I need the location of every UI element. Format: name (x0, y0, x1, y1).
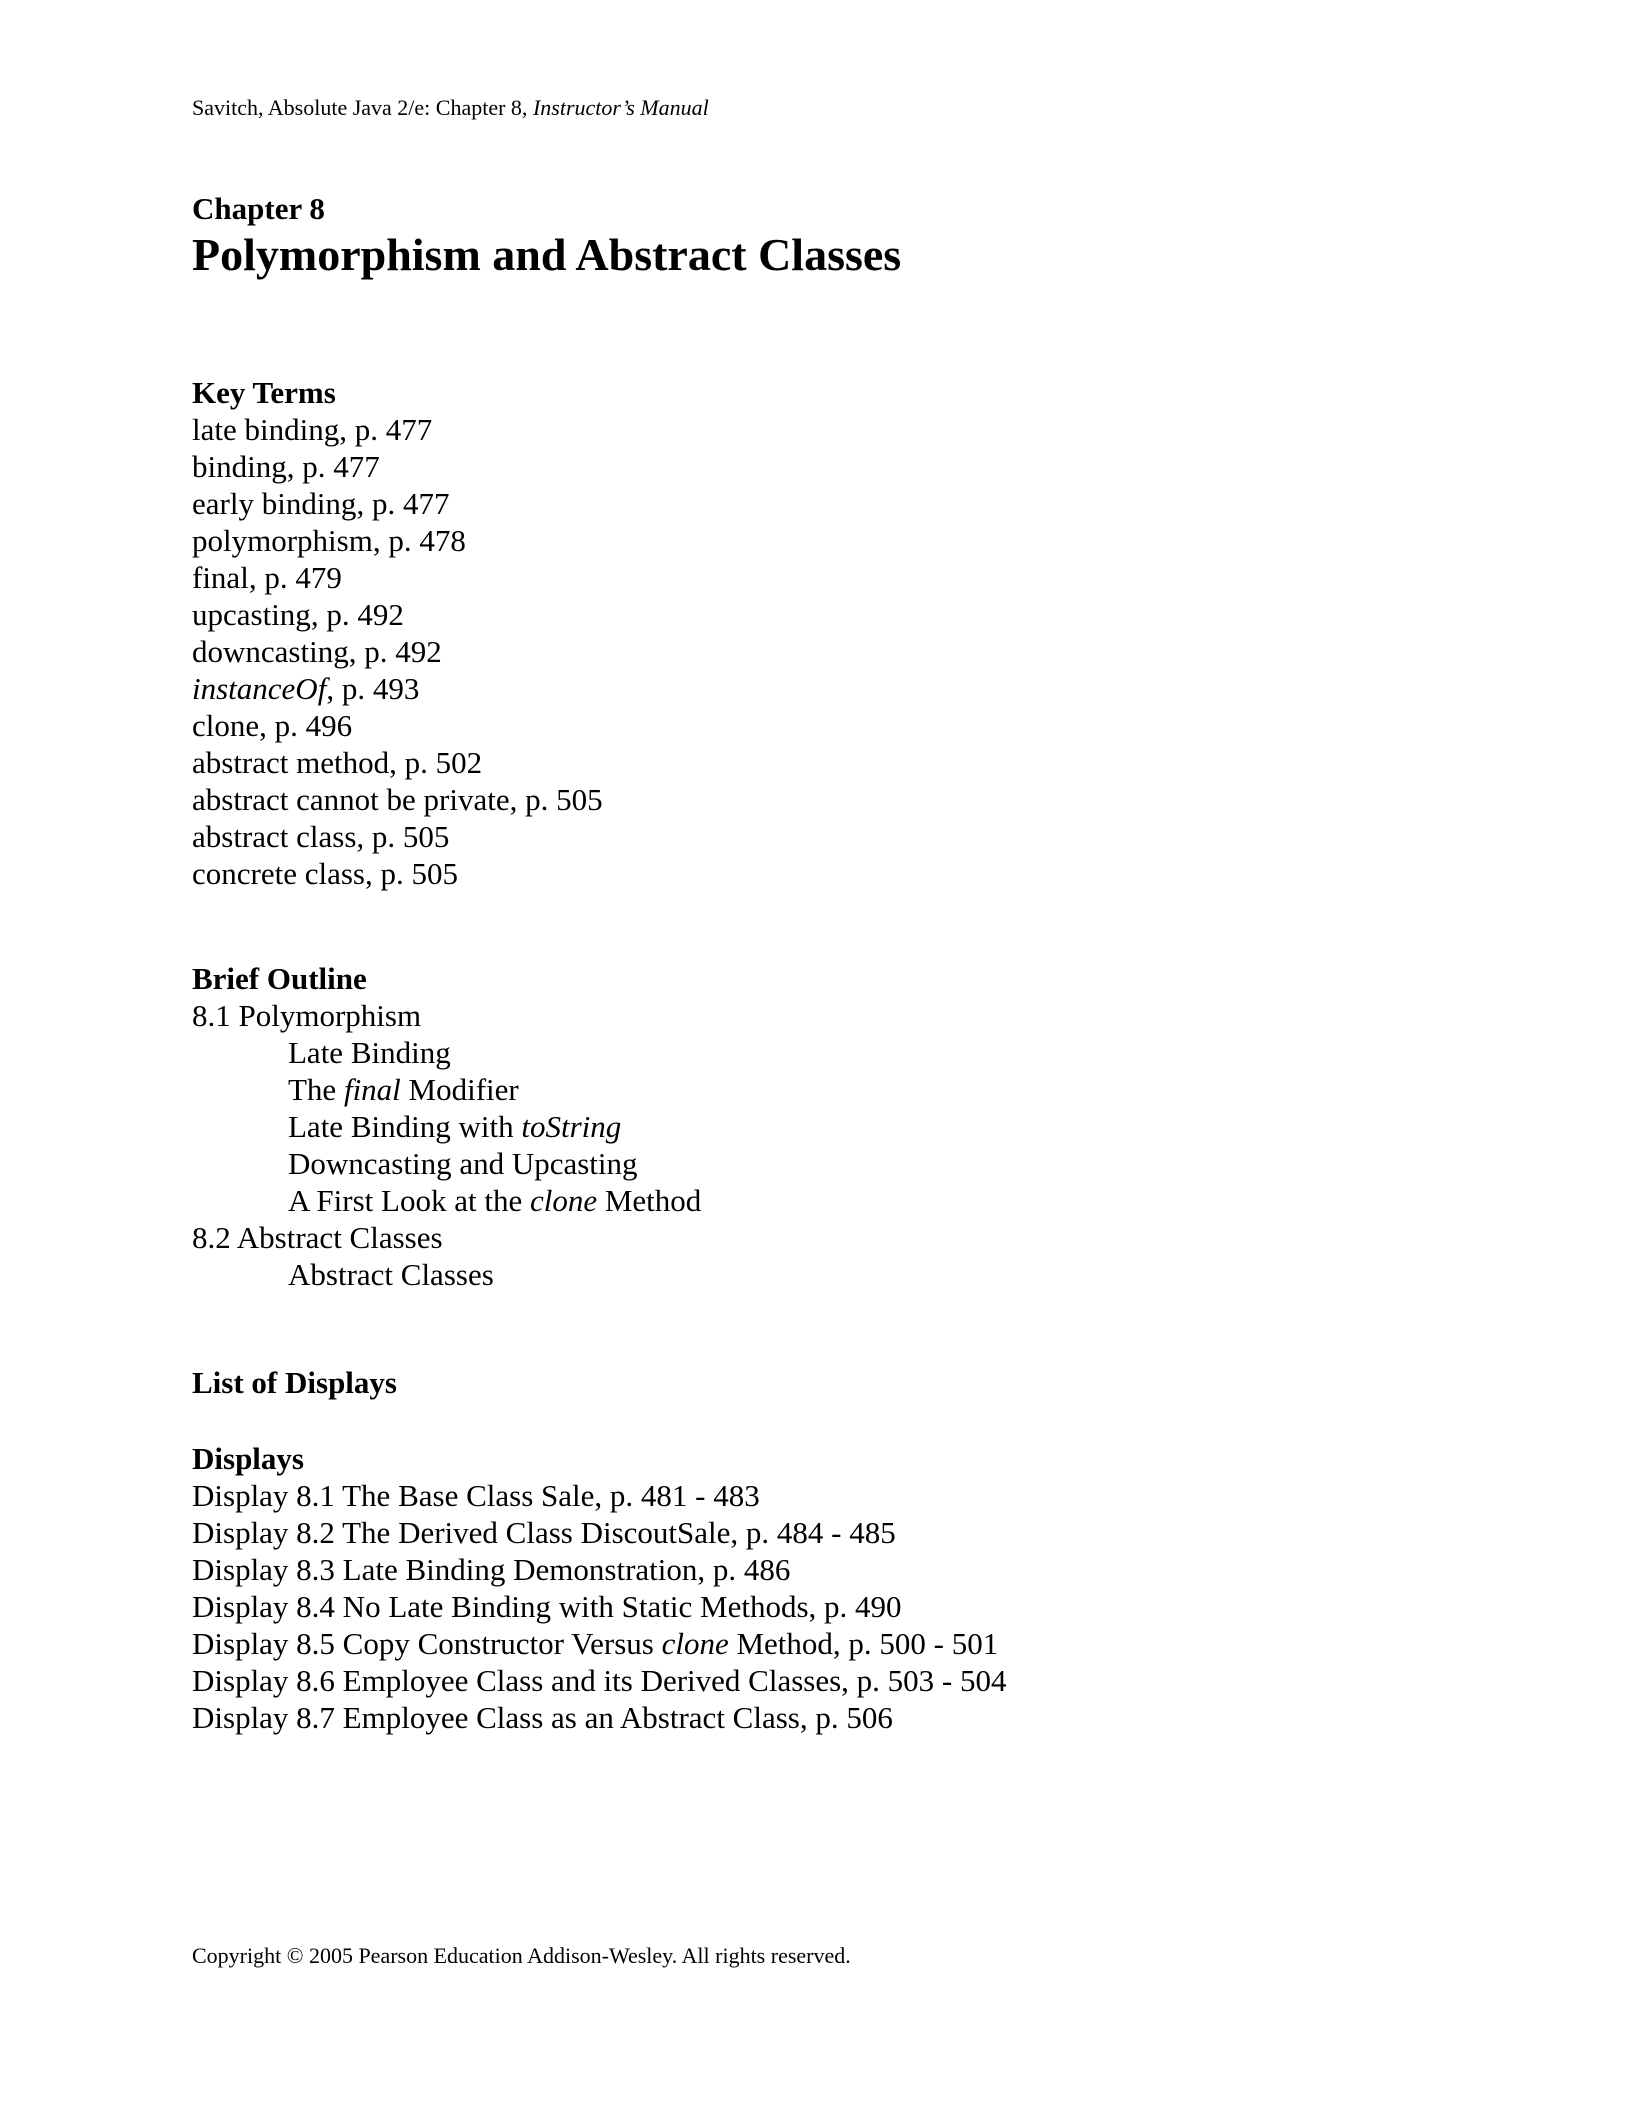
key-term-item (192, 559, 603, 596)
key-term: abstract method (192, 745, 390, 780)
display-text: Display 8.5 Copy Constructor Versus (192, 1626, 662, 1661)
outline-emphasis: final (343, 1072, 401, 1107)
outline-subitem: Downcasting and Upcasting (288, 1146, 638, 1181)
key-term-page: , p. 478 (372, 523, 466, 558)
outline-subitem (192, 1182, 701, 1219)
outline-emphasis: clone (529, 1183, 598, 1218)
display-item: Display 8.2 The Derived Class DiscoutSale, p. 484 - 485 (192, 1515, 896, 1550)
key-term: abstract cannot be private (192, 782, 510, 817)
key-term-item (192, 670, 603, 707)
key-term-item (192, 781, 603, 818)
key-term-page: , p. 505 (509, 782, 603, 817)
chapter-number: Chapter 8 (192, 191, 325, 226)
key-term-page: , p. 477 (339, 412, 433, 447)
copyright-footer: Copyright © 2005 Pearson Education Addison-Wesley. All rights reserved. (192, 1943, 851, 1968)
running-header (192, 95, 709, 121)
key-term-item (192, 448, 603, 485)
key-term-page: , p. 492 (348, 634, 442, 669)
key-term-item (192, 522, 603, 559)
key-term: upcasting (192, 597, 311, 632)
outline-subitem: Late Binding (288, 1035, 451, 1070)
key-terms-section (192, 374, 603, 892)
outline-section-heading: 8.2 Abstract Classes (192, 1220, 443, 1255)
key-term: concrete class (192, 856, 365, 891)
outline-section-heading: 8.1 Polymorphism (192, 998, 422, 1033)
key-term: instanceOf (192, 671, 327, 706)
display-text: Method, p. 500 - 501 (728, 1626, 999, 1661)
key-term: polymorphism (192, 523, 373, 558)
list-of-displays-heading: List of Displays (192, 1365, 397, 1400)
key-term-item (192, 855, 603, 892)
display-item: Display 8.6 Employee Class and its Derived Classes, p. 503 - 504 (192, 1663, 1007, 1698)
key-term: early binding (192, 486, 357, 521)
key-term: abstract class (192, 819, 357, 854)
key-term: final (192, 560, 249, 595)
displays-section (192, 1440, 1007, 1736)
brief-outline-section (192, 960, 701, 1293)
display-item: Display 8.3 Late Binding Demonstration, p. 486 (192, 1552, 791, 1587)
header-text: Savitch, Absolute Java 2/e: Chapter 8, (192, 95, 533, 120)
outline-emphasis: toString (521, 1109, 622, 1144)
key-term-item (192, 707, 603, 744)
display-item (192, 1625, 1007, 1662)
key-term: binding (192, 449, 287, 484)
display-item: Display 8.1 The Base Class Sale, p. 481 - 483 (192, 1478, 760, 1513)
header-manual-title: Instructor’s Manual (532, 95, 709, 120)
brief-outline-heading: Brief Outline (192, 961, 367, 996)
display-item: Display 8.4 No Late Binding with Static Methods, p. 490 (192, 1589, 902, 1624)
display-item: Display 8.7 Employee Class as an Abstract Class, p. 506 (192, 1700, 893, 1735)
key-term-item (192, 818, 603, 855)
key-term-page: , p. 492 (310, 597, 404, 632)
outline-subitem: Abstract Classes (288, 1257, 494, 1292)
outline-text: The (288, 1072, 344, 1107)
key-term: downcasting (192, 634, 349, 669)
display-emphasis: clone (661, 1626, 729, 1661)
key-term-page: , p. 477 (286, 449, 380, 484)
key-term-page: , p. 502 (389, 745, 483, 780)
key-term-page: , p. 493 (326, 671, 420, 706)
key-term-item (192, 744, 603, 781)
chapter-title: Polymorphism and Abstract Classes (192, 229, 902, 280)
outline-subitem (192, 1108, 701, 1145)
key-term-page: , p. 496 (259, 708, 353, 743)
key-term-item (192, 411, 603, 448)
list-of-displays-section (192, 1364, 397, 1401)
outline-subitem (192, 1071, 701, 1108)
outline-text: Modifier (400, 1072, 519, 1107)
key-term-page: , p. 505 (356, 819, 450, 854)
outline-text: A First Look at the (288, 1183, 530, 1218)
key-term-page: , p. 477 (356, 486, 450, 521)
key-term: clone (192, 708, 260, 743)
outline-text: Late Binding with (288, 1109, 522, 1144)
key-term-item (192, 485, 603, 522)
displays-heading: Displays (192, 1441, 304, 1476)
key-terms-heading: Key Terms (192, 375, 336, 410)
outline-text: Method (597, 1183, 702, 1218)
key-term-item (192, 633, 603, 670)
key-term-page: , p. 479 (248, 560, 342, 595)
key-term-item (192, 596, 603, 633)
key-term: late binding (192, 412, 340, 447)
key-term-page: , p. 505 (364, 856, 458, 891)
